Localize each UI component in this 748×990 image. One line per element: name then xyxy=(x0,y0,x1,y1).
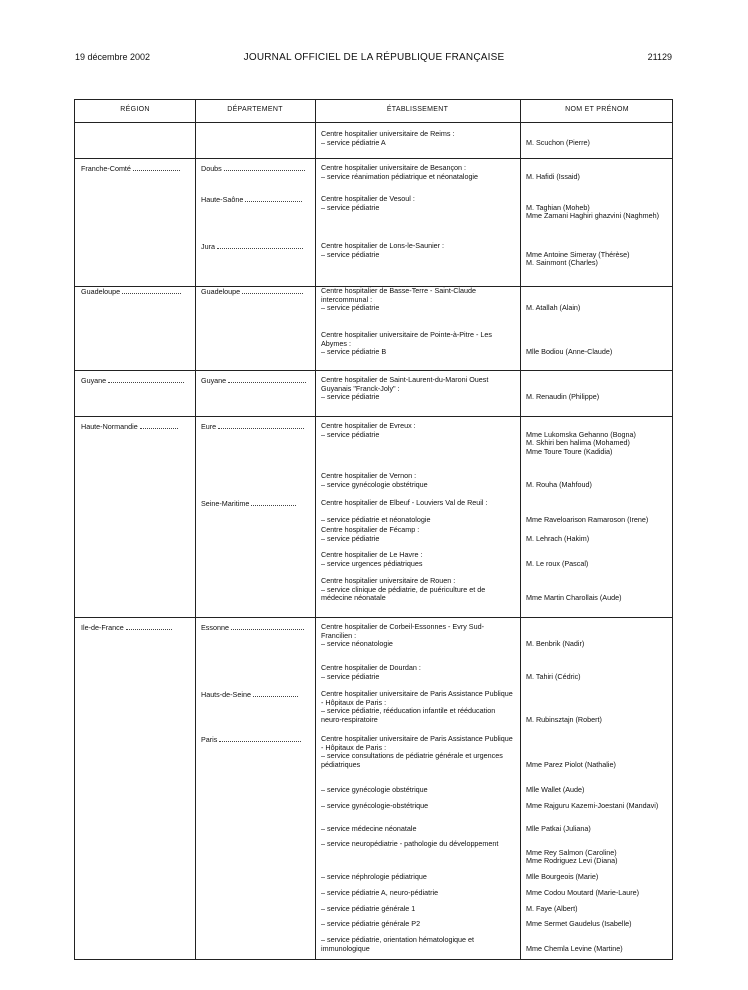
etablissement-name: Centre hospitalier de Corbeil-Essonnes - Evry Sud-Francilien : xyxy=(321,622,484,640)
nom-prenom: Mlle Patkai (Juliana) xyxy=(526,824,591,833)
column-divider xyxy=(195,100,196,959)
etablissement-name: Centre hospitalier universitaire de Besançon : xyxy=(321,163,467,172)
leader-dots xyxy=(218,422,304,429)
etablissement-name: Centre hospitalier de Vernon : xyxy=(321,471,417,480)
nom-prenom: M. Faye (Albert) xyxy=(526,904,578,913)
nom-prenom: M. Rouha (Mahfoud) xyxy=(526,479,592,489)
leader-dots xyxy=(245,195,302,202)
nom-prenom: Mme Martin Charollais (Aude) xyxy=(526,593,622,603)
nom-prenom: M. Benbrik (Nadir) xyxy=(526,639,585,649)
departement-cell: Hauts-de-Seine xyxy=(201,690,311,700)
region-cell: Guyane xyxy=(81,376,189,386)
leader-dots xyxy=(253,690,298,697)
nom-prenom: Mme Toure Toure (Kadidia) xyxy=(526,446,613,456)
nom-prenom: Mme Raveloarison Ramaroson (Irene) xyxy=(526,515,649,525)
departement-cell: Haute-Saône xyxy=(201,195,311,205)
service-name: – service pédiatrie xyxy=(321,671,380,681)
etablissement-name: Centre hospitalier de Vesoul : xyxy=(321,194,415,203)
nom-prenom: M. Sainmont (Charles) xyxy=(526,258,598,268)
etablissement-name: Centre hospitalier universitaire de Paris Assistance Publique - Hôpitaux de Paris : xyxy=(321,689,513,707)
departement-cell: Guadeloupe xyxy=(201,287,311,297)
region-cell: Guadeloupe xyxy=(81,287,189,297)
etablissement-name: Centre hospitalier universitaire de Paris Assistance Publique - Hôpitaux de Paris : xyxy=(321,734,513,752)
header-title: JOURNAL OFFICIEL DE LA RÉPUBLIQUE FRANÇAISE xyxy=(243,52,505,63)
region-cell: Haute-Normandie xyxy=(81,422,189,432)
region-divider xyxy=(75,416,672,417)
service-name: – service pédiatrie A xyxy=(321,137,386,147)
nom-prenom: M. Atallah (Alain) xyxy=(526,303,581,313)
nom-prenom: Mme Codou Moutard (Marie-Laure) xyxy=(526,888,640,897)
etablissement-name: Centre hospitalier universitaire de Rouen : xyxy=(321,576,456,585)
departement-cell: Seine-Maritime xyxy=(201,499,311,509)
etablissement-name: Centre hospitalier de Saint-Laurent-du-Maroni Ouest Guyanais "Franck-Joly" : xyxy=(321,375,489,393)
departement-cell: Paris xyxy=(201,735,311,745)
service-name: – service urgences pédiatriques xyxy=(321,558,423,568)
column-header-etablissement: ÉTABLISSEMENT xyxy=(386,106,449,113)
service-name: – service pédiatrie xyxy=(321,429,380,439)
service-name: – service consultations de pédiatrie générale et urgences pédiatriques xyxy=(321,751,503,769)
nom-prenom: M. Lehrach (Hakim) xyxy=(526,533,590,543)
service-name: – service pédiatrie xyxy=(321,249,380,259)
service-name: – service pédiatrie et néonatologie xyxy=(321,515,431,525)
etablissement-name: Centre hospitalier de Le Havre : xyxy=(321,550,423,559)
service-name: – service neuropédiatrie - pathologie du développement xyxy=(321,839,499,848)
nom-prenom: Mme Rey Salmon (Caroline) xyxy=(526,847,617,857)
nom-prenom: M. Hafidi (Issaid) xyxy=(526,171,580,181)
leader-dots xyxy=(133,164,180,171)
nom-prenom: Mme Zamani Haghiri ghazvini (Naghmeh) xyxy=(526,211,660,221)
nom-prenom: Mme Rodriguez Levi (Diana) xyxy=(526,856,618,866)
nom-prenom: M. Scuchon (Pierre) xyxy=(526,137,590,147)
service-name: – service néphrologie pédiatrique xyxy=(321,872,427,881)
etablissement-name: Centre hospitalier de Elbeuf - Louviers Val de Reuil : xyxy=(321,498,488,507)
nom-prenom: Mme Parez Piolot (Nathalie) xyxy=(526,759,616,769)
leader-dots xyxy=(126,623,173,630)
service-name: – service pédiatrie xyxy=(321,533,380,543)
region-divider xyxy=(75,370,672,371)
service-name: – service pédiatrie, rééducation infantile et rééducation neuro-respiratoire xyxy=(321,706,496,724)
etablissement-name: Centre hospitalier de Evreux : xyxy=(321,421,416,430)
departement-cell: Guyane xyxy=(201,376,311,386)
service-name: – service gynécologie obstétrique xyxy=(321,785,428,794)
leader-dots xyxy=(242,287,303,294)
column-header-region: RÉGION xyxy=(120,106,150,113)
service-name: – service pédiatrie, orientation hématologique et immunologique xyxy=(321,935,475,953)
service-name: – service clinique de pédiatrie, de puériculture et de médecine néonatale xyxy=(321,584,486,603)
header-divider xyxy=(75,122,672,123)
nom-prenom: M. Taghian (Moheb) xyxy=(526,202,590,212)
region-cell: Ile-de-France xyxy=(81,623,189,633)
region-cell: Franche-Comté xyxy=(81,164,189,174)
nom-prenom: Mme Antoine Simeray (Thérèse) xyxy=(526,249,630,259)
leader-dots xyxy=(122,287,181,294)
column-divider xyxy=(520,100,521,959)
etablissement-name: Centre hospitalier de Fécamp : xyxy=(321,525,420,534)
nom-prenom: M. Tahiri (Cédric) xyxy=(526,671,581,681)
service-name: – service gynécologie obstétrique xyxy=(321,479,428,489)
region-divider xyxy=(75,617,672,618)
service-name: – service pédiatrie xyxy=(321,202,380,212)
service-name: – service réanimation pédiatrique et néonatalogie xyxy=(321,171,479,181)
departement-cell: Essonne xyxy=(201,623,311,633)
column-header-departement: DÉPARTEMENT xyxy=(227,106,283,113)
nom-prenom: Mlle Bourgeois (Marie) xyxy=(526,872,599,881)
nom-prenom: Mme Lukomska Gehanno (Bogna) xyxy=(526,429,636,439)
nom-prenom: M. Le roux (Pascal) xyxy=(526,558,589,568)
header-date: 19 décembre 2002 xyxy=(75,52,151,62)
etablissement-name: Centre hospitalier de Dourdan : xyxy=(321,663,421,672)
leader-dots xyxy=(224,164,306,171)
nom-prenom: M. Renaudin (Philippe) xyxy=(526,392,600,402)
service-name: – service pédiatrie B xyxy=(321,347,387,357)
leader-dots xyxy=(231,623,304,630)
etablissement-name: Centre hospitalier universitaire de Reims : xyxy=(321,129,455,138)
departement-cell: Jura xyxy=(201,242,311,252)
etablissement-name: Centre hospitalier de Basse-Terre - Saint-Claude intercommunal : xyxy=(321,286,477,304)
nom-prenom: Mme Chemla Levine (Martine) xyxy=(526,943,623,953)
nom-prenom: Mlle Wallet (Aude) xyxy=(526,785,585,794)
service-name: – service pédiatrie générale 1 xyxy=(321,904,416,913)
nom-prenom: Mme Sermet Gaudelus (Isabelle) xyxy=(526,919,632,928)
departement-cell: Eure xyxy=(201,422,311,432)
column-divider xyxy=(315,100,316,959)
etablissement-name: Centre hospitalier universitaire de Pointe-à-Pitre - Les Abymes : xyxy=(321,330,492,348)
region-divider xyxy=(75,158,672,159)
service-name: – service pédiatrie xyxy=(321,392,380,402)
service-name: – service pédiatrie A, neuro-pédiatrie xyxy=(321,888,439,897)
officiel-table xyxy=(74,99,673,960)
departement-cell: Doubs xyxy=(201,164,311,174)
leader-dots xyxy=(219,735,301,742)
leader-dots xyxy=(217,242,303,249)
nom-prenom: M. Skhiri ben halima (Mohamed) xyxy=(526,438,630,448)
column-header-nom-prenom: NOM ET PRÉNOM xyxy=(565,106,629,113)
region-divider xyxy=(75,286,672,287)
service-name: – service néonatologie xyxy=(321,639,393,649)
service-name: – service pédiatrie générale P2 xyxy=(321,919,421,928)
service-name: – service pédiatrie xyxy=(321,303,380,313)
nom-prenom: Mlle Bodiou (Anne-Claude) xyxy=(526,347,613,357)
service-name: – service médecine néonatale xyxy=(321,824,417,833)
service-name: – service gynécologie-obstétrique xyxy=(321,801,429,810)
leader-dots xyxy=(251,499,296,506)
leader-dots xyxy=(228,376,305,383)
nom-prenom: Mme Rajguru Kazemi-Joestani (Mandavi) xyxy=(526,801,659,810)
leader-dots xyxy=(140,422,179,429)
etablissement-name: Centre hospitalier de Lons-le-Saunier : xyxy=(321,241,445,250)
header-page-number: 21129 xyxy=(647,52,672,62)
nom-prenom: M. Rubinsztajn (Robert) xyxy=(526,714,602,724)
leader-dots xyxy=(108,376,183,383)
